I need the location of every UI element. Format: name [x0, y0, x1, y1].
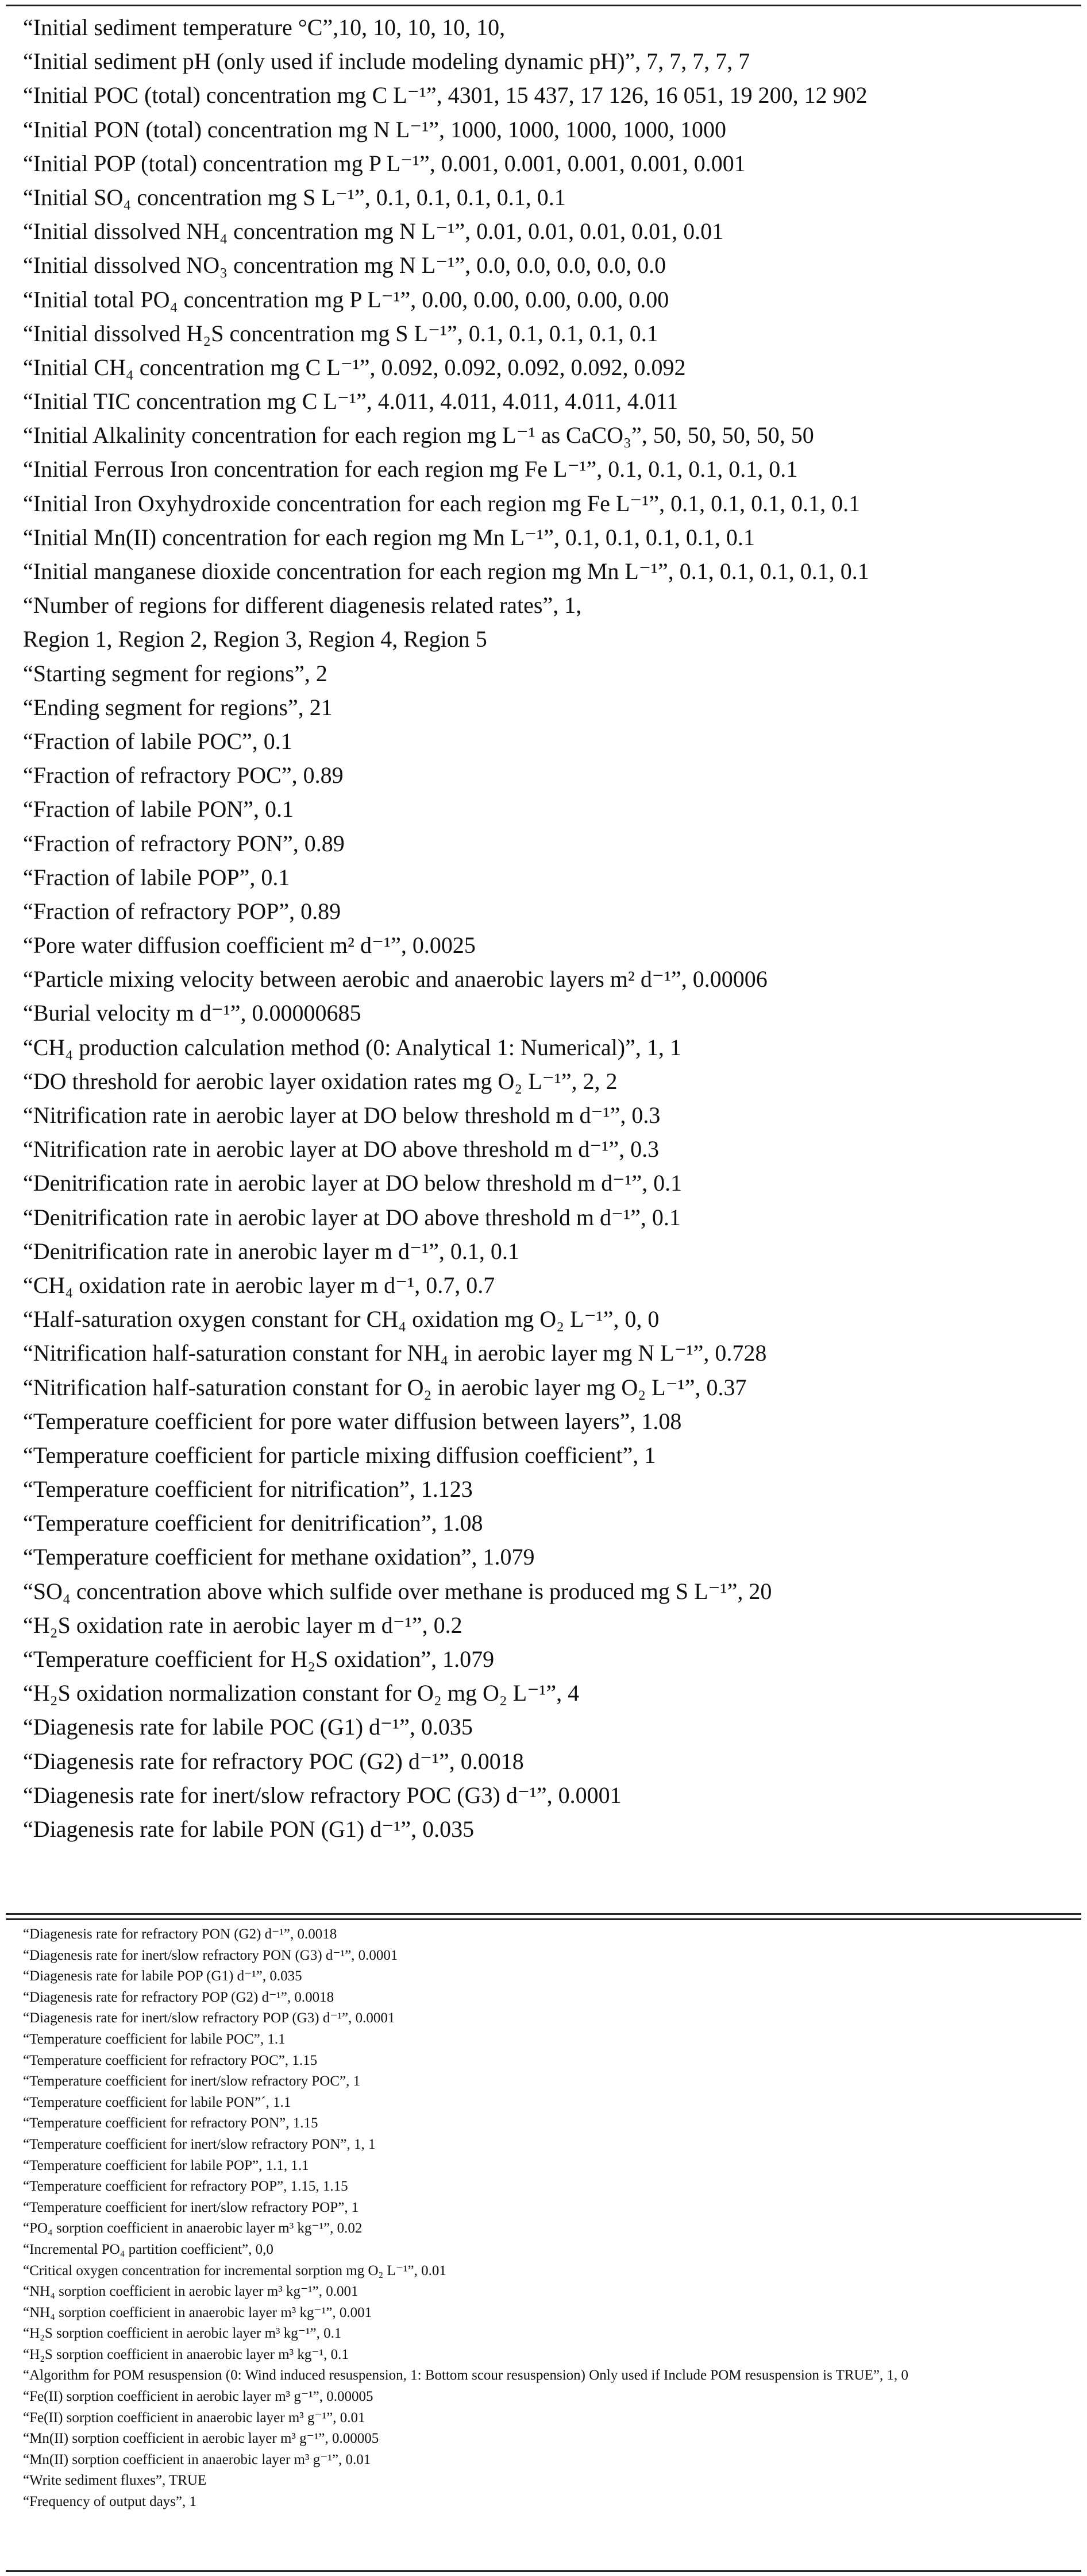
bottom-rule [6, 2570, 1081, 2572]
parameter-line: “Mn(II) sorption coefficient in aerobic layer m³ g⁻¹”, 0.00005 [23, 2431, 379, 2447]
parameter-line: “Temperature coefficient for methane oxidation”, 1.079 [23, 1544, 535, 1570]
parameter-line: “Incremental PO₄ partition coefficient”, 0,0 [23, 2241, 273, 2257]
parameter-line: “H₂S sorption coefficient in anaerobic layer m³ kg⁻¹, 0.1 [23, 2346, 349, 2362]
parameter-line: “H₂S sorption coefficient in aerobic layer m³ kg⁻¹”, 0.1 [23, 2326, 342, 2342]
parameter-line: “Fraction of refractory POP”, 0.89 [23, 898, 341, 924]
parameter-line: “Write sediment fluxes”, TRUE [23, 2473, 207, 2489]
parameter-line: “Initial POP (total) concentration mg P L⁻¹”, 0.001, 0.001, 0.001, 0.001, 0.001 [23, 150, 746, 176]
parameter-line: “Temperature coefficient for inert/slow refractory POC”, 1 [23, 2073, 361, 2090]
parameter-line: “Burial velocity m d⁻¹”, 0.00000685 [23, 1000, 361, 1026]
parameter-line: “Initial sediment pH (only used if include modeling dynamic pH)”, 7, 7, 7, 7, 7 [23, 48, 750, 75]
parameter-line: “Temperature coefficient for labile POP”, 1.1, 1.1 [23, 2157, 309, 2173]
parameter-line: “Diagenesis rate for refractory PON (G2) d⁻¹”, 0.0018 [23, 1926, 337, 1942]
parameter-line: “Nitrification rate in aerobic layer at DO above threshold m d⁻¹”, 0.3 [23, 1136, 660, 1163]
parameter-line: Region 1, Region 2, Region 3, Region 4, Region 5 [23, 626, 487, 652]
parameter-line: “Temperature coefficient for labile POC”, 1.1 [23, 2031, 286, 2047]
parameter-line: “Initial Alkalinity concentration for each region mg L⁻¹ as CaCO₃”, 50, 50, 50, 50, 50 [23, 422, 814, 449]
parameter-line: “Half-saturation oxygen constant for CH₄ oxidation mg O₂ L⁻¹”, 0, 0 [23, 1306, 660, 1333]
parameter-line: “Initial Iron Oxyhydroxide concentration for each region mg Fe L⁻¹”, 0.1, 0.1, 0.1, 0.1, 0.1 [23, 490, 861, 516]
parameter-line: “Particle mixing velocity between aerobic and anaerobic layers m² d⁻¹”, 0.00006 [23, 966, 768, 992]
parameter-line: “Fraction of labile POP”, 0.1 [23, 864, 290, 890]
parameter-line: “Denitrification rate in anerobic layer m d⁻¹”, 0.1, 0.1 [23, 1238, 519, 1264]
parameter-line: “Temperature coefficient for pore water diffusion between layers”, 1.08 [23, 1408, 682, 1434]
parameter-line: “PO₄ sorption coefficient in anaerobic layer m³ kg⁻¹”, 0.02 [23, 2220, 363, 2237]
parameter-line: “Temperature coefficient for denitrification”, 1.08 [23, 1510, 483, 1536]
parameter-line: “Diagenesis rate for inert/slow refractory POC (G3) d⁻¹”, 0.0001 [23, 1782, 622, 1808]
parameter-line: “Denitrification rate in aerobic layer at DO above threshold m d⁻¹”, 0.1 [23, 1204, 681, 1230]
parameter-line: “Temperature coefficient for refractory POC”, 1.15 [23, 2052, 318, 2068]
parameter-line: “Initial PON (total) concentration mg N L⁻¹”, 1000, 1000, 1000, 1000, 1000 [23, 116, 727, 142]
parameter-line: “Algorithm for POM resuspension (0: Wind induced resuspension, 1: Bottom scour resuspension) Only used if Include POM resuspension is TRUE”, 1, 0 [23, 2368, 908, 2384]
parameter-line: “Diagenesis rate for labile POP (G1) d⁻¹”, 0.035 [23, 1968, 302, 1984]
parameter-line: “Temperature coefficient for H₂S oxidation”, 1.079 [23, 1646, 495, 1672]
parameter-line: “H₂S oxidation rate in aerobic layer m d⁻¹”, 0.2 [23, 1612, 462, 1638]
parameter-line: “Starting segment for regions”, 2 [23, 660, 327, 686]
parameter-line: “CH₄ oxidation rate in aerobic layer m d⁻¹, 0.7, 0.7 [23, 1272, 495, 1298]
parameter-line: “Fraction of labile PON”, 0.1 [23, 796, 294, 822]
parameter-line: “Initial TIC concentration mg C L⁻¹”, 4.011, 4.011, 4.011, 4.011, 4.011 [23, 388, 679, 415]
parameter-line: “Initial CH₄ concentration mg C L⁻¹”, 0.092, 0.092, 0.092, 0.092, 0.092 [23, 354, 686, 380]
parameter-line: “Fraction of refractory PON”, 0.89 [23, 830, 345, 856]
parameter-line: “Fraction of labile POC”, 0.1 [23, 728, 292, 754]
top-rule [6, 5, 1081, 6]
parameter-line: “Ending segment for regions”, 21 [23, 694, 333, 720]
parameter-line: “Initial total PO₄ concentration mg P L⁻¹”, 0.00, 0.00, 0.00, 0.00, 0.00 [23, 286, 669, 312]
parameter-line: “Fe(II) sorption coefficient in anaerobic layer m³ g⁻¹”, 0.01 [23, 2409, 365, 2426]
parameter-line: “Diagenesis rate for refractory POC (G2) d⁻¹”, 0.0018 [23, 1748, 524, 1774]
mid-rule-upper [6, 1913, 1081, 1915]
parameter-line: “NH₄ sorption coefficient in anaerobic layer m³ kg⁻¹”, 0.001 [23, 2304, 372, 2320]
parameter-line: “Initial manganese dioxide concentration for each region mg Mn L⁻¹”, 0.1, 0.1, 0.1, 0.1, 0.1 [23, 558, 869, 584]
parameter-list-small [23, 1924, 1080, 2513]
parameter-line: “Diagenesis rate for labile POC (G1) d⁻¹”, 0.035 [23, 1714, 473, 1740]
parameter-line: “Temperature coefficient for refractory PON”, 1.15 [23, 2115, 318, 2131]
parameter-line: “Nitrification rate in aerobic layer at DO below threshold m d⁻¹”, 0.3 [23, 1102, 661, 1128]
parameter-line: “Temperature coefficient for refractory POP”, 1.15, 1.15 [23, 2179, 348, 2195]
parameter-line: “Nitrification half-saturation constant for NH₄ in aerobic layer mg N L⁻¹”, 0.728 [23, 1340, 767, 1366]
parameter-line: “Diagenesis rate for inert/slow refractory PON (G3) d⁻¹”, 0.0001 [23, 1947, 398, 1963]
mid-rule-lower [6, 1918, 1081, 1920]
parameter-line: “Number of regions for different diagenesis related rates”, 1, [23, 592, 582, 619]
parameter-line: “Initial sediment temperature °C”,10, 10, 10, 10, 10, [23, 14, 506, 40]
parameter-line: “SO₄ concentration above which sulfide over methane is produced mg S L⁻¹”, 20 [23, 1578, 772, 1604]
parameter-line: “Denitrification rate in aerobic layer at DO below threshold m d⁻¹”, 0.1 [23, 1170, 683, 1196]
parameter-line: “Diagenesis rate for labile PON (G1) d⁻¹”, 0.035 [23, 1816, 475, 1842]
parameter-line: “Initial Ferrous Iron concentration for each region mg Fe L⁻¹”, 0.1, 0.1, 0.1, 0.1, 0.1 [23, 456, 798, 482]
parameter-line: “Temperature coefficient for nitrification”, 1.123 [23, 1476, 473, 1503]
parameter-line: “Mn(II) sorption coefficient in anaerobic layer m³ g⁻¹”, 0.01 [23, 2451, 371, 2467]
parameter-line: “Diagenesis rate for refractory POP (G2) d⁻¹”, 0.0018 [23, 1989, 334, 2005]
parameter-line: “Temperature coefficient for inert/slow refractory POP”, 1 [23, 2199, 359, 2215]
parameter-line: “Initial dissolved H₂S concentration mg S L⁻¹”, 0.1, 0.1, 0.1, 0.1, 0.1 [23, 320, 658, 346]
parameter-line: “Frequency of output days”, 1 [23, 2494, 197, 2510]
parameter-line: “Initial dissolved NO₃ concentration mg N L⁻¹”, 0.0, 0.0, 0.0, 0.0, 0.0 [23, 252, 666, 279]
parameter-line: “Temperature coefficient for labile PON”´, 1.1 [23, 2094, 291, 2110]
parameter-line: “Fe(II) sorption coefficient in aerobic layer m³ g⁻¹”, 0.00005 [23, 2389, 373, 2405]
parameter-line: “Temperature coefficient for particle mixing diffusion coefficient”, 1 [23, 1442, 656, 1468]
parameter-line: “Diagenesis rate for inert/slow refractory POP (G3) d⁻¹”, 0.0001 [23, 2010, 395, 2026]
parameter-line: “Initial SO₄ concentration mg S L⁻¹”, 0.1, 0.1, 0.1, 0.1, 0.1 [23, 184, 566, 210]
parameter-line: “Initial POC (total) concentration mg C L⁻¹”, 4301, 15 437, 17 126, 16 051, 19 200, 12 902 [23, 82, 868, 109]
parameter-line: “CH₄ production calculation method (0: Analytical 1: Numerical)”, 1, 1 [23, 1034, 681, 1060]
parameter-line: “Initial Mn(II) concentration for each region mg Mn L⁻¹”, 0.1, 0.1, 0.1, 0.1, 0.1 [23, 524, 755, 550]
parameter-line: “Nitrification half-saturation constant for O₂ in aerobic layer mg O₂ L⁻¹”, 0.37 [23, 1374, 747, 1400]
parameter-line: “Pore water diffusion coefficient m² d⁻¹”, 0.0025 [23, 932, 476, 959]
parameter-line: “H₂S oxidation normalization constant for O₂ mg O₂ L⁻¹”, 4 [23, 1680, 580, 1706]
parameter-line: “Initial dissolved NH₄ concentration mg N L⁻¹”, 0.01, 0.01, 0.01, 0.01, 0.01 [23, 218, 724, 245]
parameter-line: “Critical oxygen concentration for incremental sorption mg O₂ L⁻¹”, 0.01 [23, 2262, 446, 2278]
parameter-line: “NH₄ sorption coefficient in aerobic layer m³ kg⁻¹”, 0.001 [23, 2284, 359, 2300]
parameter-line: “DO threshold for aerobic layer oxidation rates mg O₂ L⁻¹”, 2, 2 [23, 1068, 618, 1094]
parameter-line: “Fraction of refractory POC”, 0.89 [23, 762, 344, 789]
parameter-line: “Temperature coefficient for inert/slow refractory PON”, 1, 1 [23, 2136, 376, 2152]
parameter-list-large [23, 10, 1080, 1846]
